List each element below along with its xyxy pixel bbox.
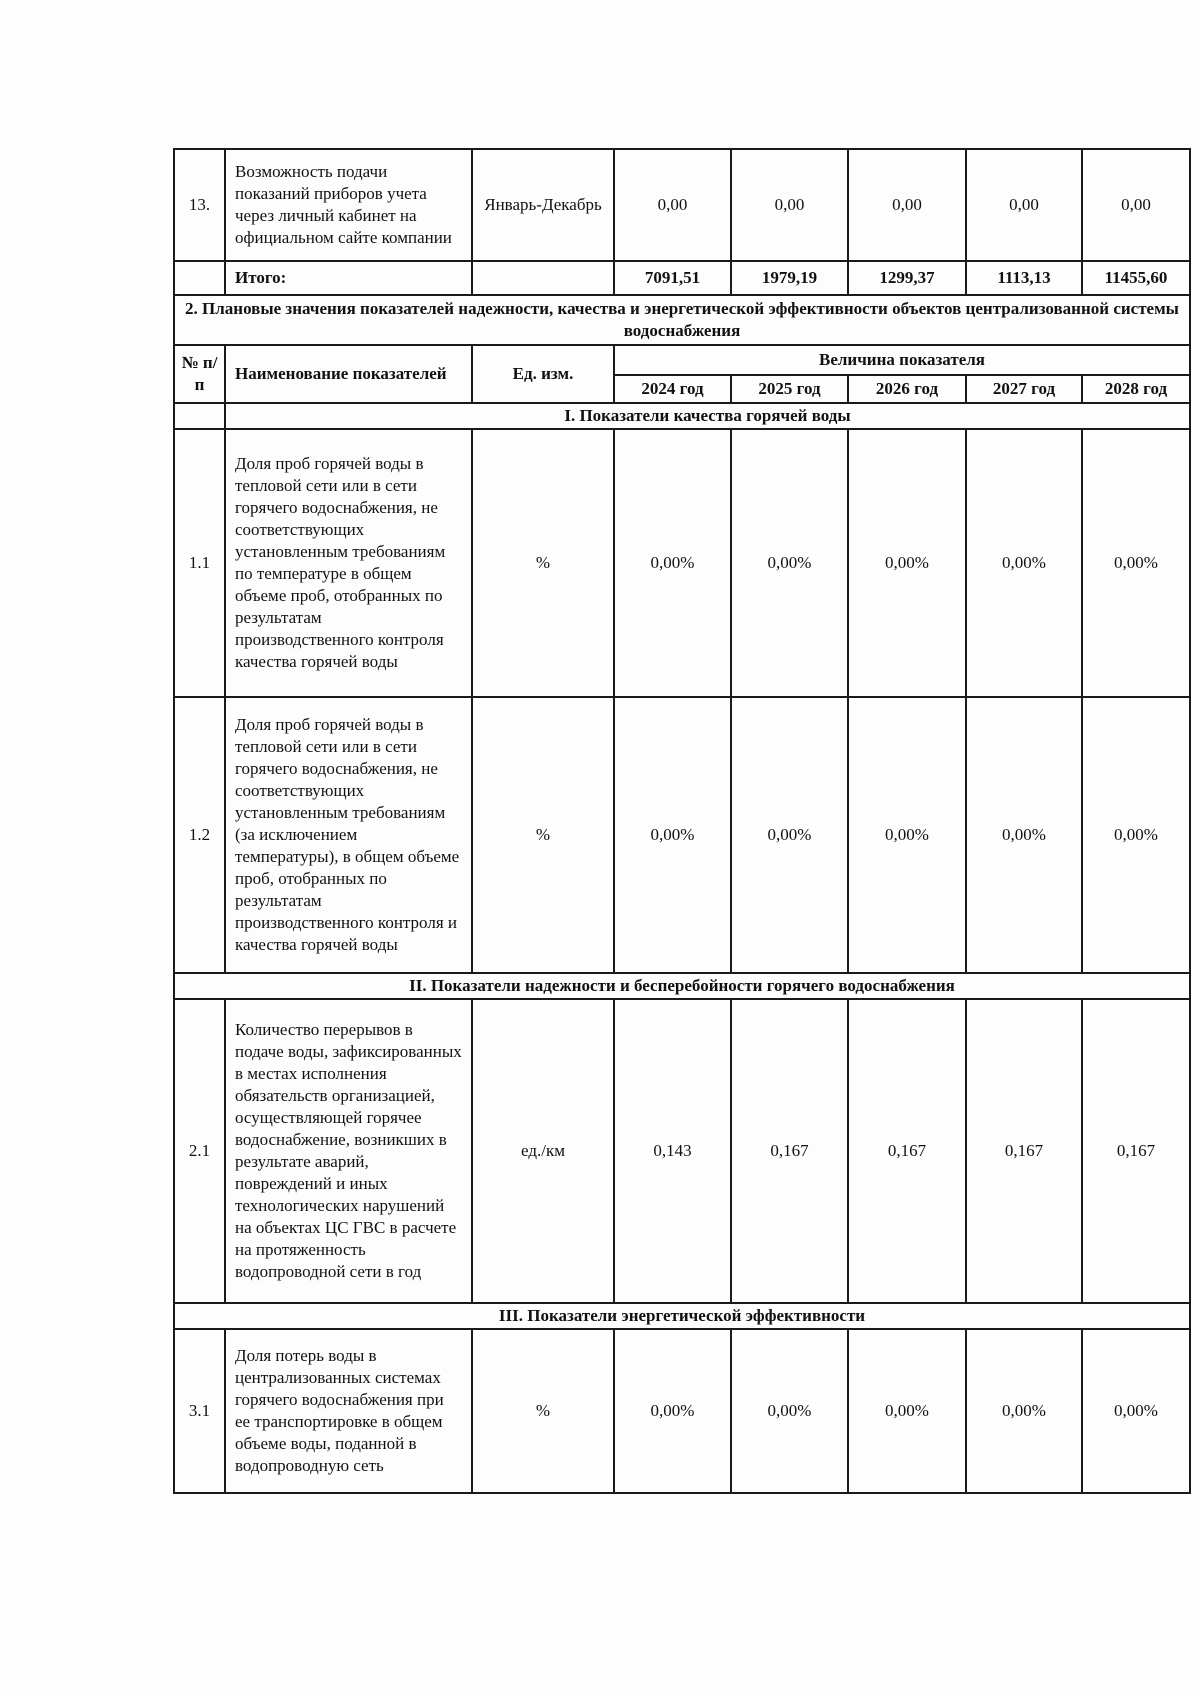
header-year: 2028 год: [1082, 375, 1190, 403]
header-year: 2027 год: [966, 375, 1082, 403]
total-value: 1113,13: [966, 261, 1082, 295]
total-value: 7091,51: [614, 261, 731, 295]
value-cell: 0,00%: [731, 697, 848, 973]
value-cell: 0,00%: [614, 697, 731, 973]
value-cell: 0,167: [1082, 999, 1190, 1303]
row-name: Доля потерь воды в централизованных системах горячего водоснабжения при ее транспортировке в общем объеме воды, поданной в водопроводную сеть: [225, 1329, 472, 1493]
value-cell: 0,00%: [1082, 697, 1190, 973]
value-cell: 0,00%: [848, 429, 966, 697]
row-period: Январь-Декабрь: [472, 149, 614, 261]
row-unit: %: [472, 697, 614, 973]
row-number: 3.1: [174, 1329, 225, 1493]
group-title: I. Показатели качества горячей воды: [225, 403, 1190, 429]
value-cell: 0,00%: [966, 1329, 1082, 1493]
header-year: 2026 год: [848, 375, 966, 403]
value-cell: 0,00%: [966, 697, 1082, 973]
group-title-row: [174, 403, 1190, 429]
row-unit: ед./км: [472, 999, 614, 1303]
value-cell: 0,00: [731, 149, 848, 261]
row-name: Доля проб горячей воды в тепловой сети или в сети горячего водоснабжения, не соответствующих установленным требованиям (за исключением температуры), в общем объеме проб, отобранных по результатам производственного контроля и качества горячей воды: [225, 697, 472, 973]
header-name: Наименование показателей: [225, 345, 472, 403]
table-row-13: [174, 149, 1190, 261]
value-cell: 0,00%: [1082, 429, 1190, 697]
value-cell: 0,167: [966, 999, 1082, 1303]
total-value: 1979,19: [731, 261, 848, 295]
table-row: [174, 1329, 1190, 1493]
value-cell: 0,143: [614, 999, 731, 1303]
value-cell: 0,167: [848, 999, 966, 1303]
header-year: 2024 год: [614, 375, 731, 403]
row-unit: %: [472, 1329, 614, 1493]
value-cell: 0,00%: [1082, 1329, 1190, 1493]
row-number: 2.1: [174, 999, 225, 1303]
empty-cell: [174, 403, 225, 429]
value-cell: 0,00%: [614, 429, 731, 697]
table-row: [174, 697, 1190, 973]
empty-cell: [472, 261, 614, 295]
table-row: [174, 429, 1190, 697]
section-title-row: [174, 295, 1190, 345]
row-number: 13.: [174, 149, 225, 261]
header-row: [174, 345, 1190, 375]
total-value: 11455,60: [1082, 261, 1190, 295]
value-cell: 0,00%: [614, 1329, 731, 1493]
table-row-total: [174, 261, 1190, 295]
table-row: [174, 999, 1190, 1303]
value-cell: 0,00%: [966, 429, 1082, 697]
empty-cell: [174, 261, 225, 295]
row-name: Доля проб горячей воды в тепловой сети или в сети горячего водоснабжения, не соответствующих установленным требованиям по температуре в общем объеме проб, отобранных по результатам производственного контроля качества горячей воды: [225, 429, 472, 697]
value-cell: 0,00%: [848, 697, 966, 973]
row-number: 1.2: [174, 697, 225, 973]
value-cell: 0,00: [1082, 149, 1190, 261]
value-cell: 0,00%: [848, 1329, 966, 1493]
indicators-table: [173, 148, 1191, 1494]
value-cell: 0,00%: [731, 429, 848, 697]
value-cell: 0,00: [848, 149, 966, 261]
group-title: III. Показатели энергетической эффективности: [174, 1303, 1190, 1329]
row-number: 1.1: [174, 429, 225, 697]
row-name: Количество перерывов в подаче воды, зафиксированных в местах исполнения обязательств организацией, осуществляющей горячее водоснабжение, возникших в результате аварий, повреждений и иных технологических нарушений на объектах ЦС ГВС в расчете на протяженность водопроводной сети в год: [225, 999, 472, 1303]
group-title: II. Показатели надежности и бесперебойности горячего водоснабжения: [174, 973, 1190, 999]
row-name: Возможность подачи показаний приборов учета через личный кабинет на официальном сайте компании: [225, 149, 472, 261]
total-label: Итого:: [225, 261, 472, 295]
header-year: 2025 год: [731, 375, 848, 403]
group-title-row: [174, 973, 1190, 999]
row-unit: %: [472, 429, 614, 697]
header-value-group: Величина показателя: [614, 345, 1190, 375]
header-unit: Ед. изм.: [472, 345, 614, 403]
total-value: 1299,37: [848, 261, 966, 295]
value-cell: 0,00: [614, 149, 731, 261]
header-num: № п/п: [174, 345, 225, 403]
section-title: 2. Плановые значения показателей надежности, качества и энергетической эффективности объектов централизованной системы водоснабжения: [174, 295, 1190, 345]
value-cell: 0,00: [966, 149, 1082, 261]
value-cell: 0,00%: [731, 1329, 848, 1493]
group-title-row: [174, 1303, 1190, 1329]
value-cell: 0,167: [731, 999, 848, 1303]
